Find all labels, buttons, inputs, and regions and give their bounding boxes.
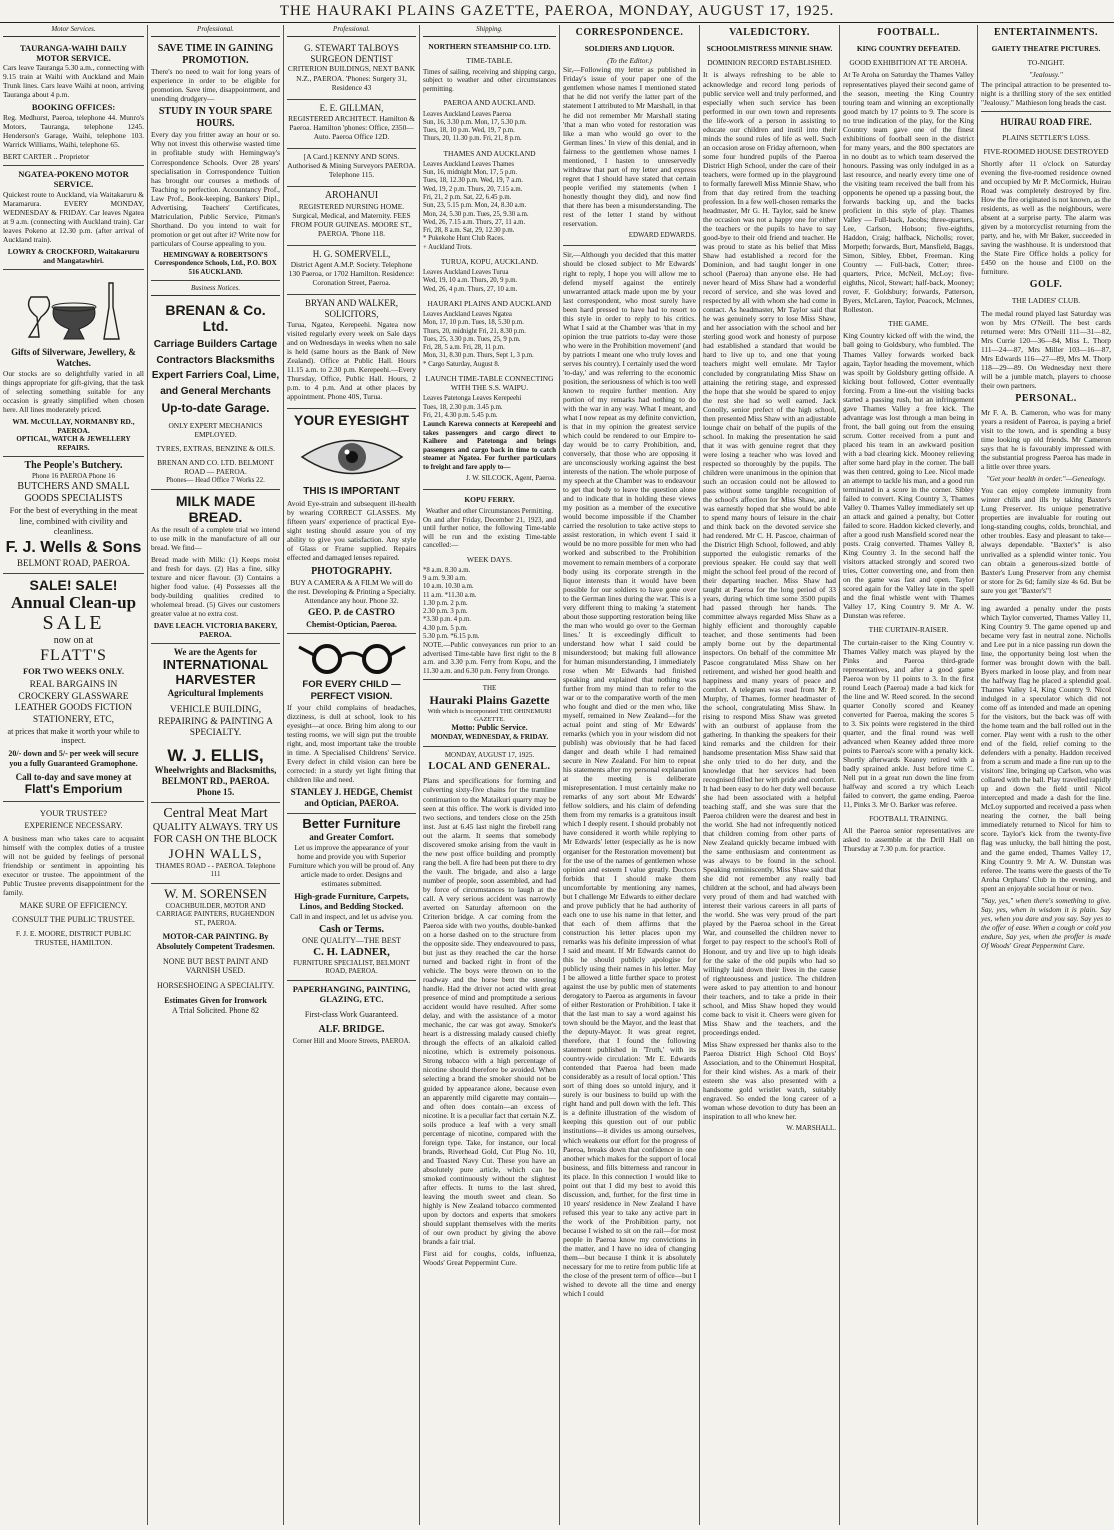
ad-signature: F. J. E. MOORE, DISTRICT PUBLIC TRUSTEE, HAMILTON. [15, 928, 132, 948]
article-title: SCHOOLMISTRESS MINNIE SHAW. [706, 44, 833, 54]
ad-body: at prices that make it worth your while to inspect. [7, 726, 140, 746]
section-personal: PERSONAL. [1015, 392, 1077, 404]
column-head: Shipping. [423, 25, 556, 37]
route-table: Leaves Auckland Leaves Paeroa Sun, 16, 3.30 p.m. Mon, 17, 5.30 p.m. Tues, 18, 10 p.m. Wed, 19, 7 p.m. Thurs, 20, 11.30 p.m. Fri, 21, 8 p.m. [423, 110, 527, 143]
ad-body: Quickest route to Auckland, via Waitakaruru & Maramarura. EVERY MONDAY, WEDNESDAY & FRIDAY. Car leaves Ngatea at 9 a.m. (connecting with Auckland train). Car leaves Pokeno at 12.30 p.m. (after arrival of Auckland train). [3, 189, 144, 244]
letter-title: SOLDIERS AND LIQUOR. [584, 44, 675, 54]
ad-title: G. STEWART TALBOYS SURGEON DENTIST [304, 42, 399, 64]
ad-central-meat-mart [151, 803, 280, 883]
ad-cleanup: Annual Clean-up [10, 592, 137, 612]
article-body: The principal attraction to be presented to-night is a thrilling story of the sex entitled "Jealousy." Mathieson long heads the cast. [981, 79, 1111, 107]
ad-body: There's no need to wait for long years of experience in order to be eligible for promotion. Save time, disappointment, and unending drudgery— [151, 66, 280, 103]
local-tail: First aid for coughs, colds, influenza, Woods' Great Peppermint Cure. [423, 1249, 556, 1268]
ad-services: Carriage Builders Cartage Contractors Blacksmiths Expert Farriers Coal, Lime, and General Merchants [151, 339, 280, 397]
ad-milk-bread [151, 490, 280, 645]
ad-gramophone: 20/- down and 5/- per week will secure you a fully Guaranteed Gramophone. [8, 749, 139, 768]
ad-consult: CONSULT THE PUBLIC TRUSTEE. [12, 915, 135, 925]
ad-emporium: Flatt's Emporium [24, 782, 123, 797]
ad-hedge-optician [287, 634, 416, 813]
ad-list: Bread made with Milk: (1) Keeps moist and fresh for days. (2) Has a fine, silky texture and nicer flavour. (3) Contains a higher food value. (4) Possesses all the body-building qualities credited to wholemeal bread. (5) Gives our customers greater value at no extra cost. [151, 554, 280, 619]
route-title: LAUNCH TIME-TABLE CONNECTING WITH THE S.S. WAIPU. [425, 374, 554, 393]
silverware-illustration [9, 277, 139, 343]
ad-bridge [287, 981, 416, 1049]
article-body: It is always refreshing to be able to acknowledge and record long periods of public service well and truly performed, and especially when such service has been performed in our own town and represents the life-work of a person in assisting to educate our children and instil into their minds the sound rules of life as well. Such an occasion arose on Friday afternoon, when some four hundred pupils of the Paeroa District High School, under the care of their teachers, were formed up in the playground to formally farewell Miss Minnie Shaw, who from that day retired from the teaching profession. In a few well-chosen remarks the headmaster, Mr G. H. Taylor, said he knew the occasion was not a happy one for either the teachers or the pupils to have to say good-bye to their old friend and teacher. He was proud to state as his belief that Miss Shaw had established a record for the Dominion, and had taught longer in one school (Paeroa) than anyone else. He had never heard of Miss Shaw had a wonderful record of service, and she was loved and respected by all with whom she had come in contact. As headmaster, Mr Taylor said that he was genuinely sorry to lose Miss Shaw, and her association with the school and her sterling good work and honesty of purpose had established a standard that would be hard to live up to, and one that young teachers might well emulate. Mr Taylor concluded by congratulating Miss Shaw on attaining the retiring stage, and expressed the hope that she would be spared to enjoy the rest she had so well earned. Jack Conolly, senior prefect of the high school, then presented Miss Shaw with an adjustable lounge chair on behalf of the pupils of the school. In making the presentation he said that it was with genuine regret that they were losing a teacher who was loved and respected so thoroughly by the pupils. The children were unanimous in the opinion that such an occasion could not be allowed to pass without some tangible recognition of the school's affection for Miss Shaw, and it was earnestly hoped that she would be able to spend many hours of leisure in the chair and think back on the devoted service she had rendered. Mr C. H. Pascoe, chairman of the District High School, followed, and ably supported the eulogistic remarks of the previous speaker. He could say that well might the school feel proud of the record of their departing teacher. Miss Shaw had taught at Paeroa for the long period of 33 years, during which time some 3500 pupils had passed through her hands. The committee always regarded Miss Shaw as a highly efficient and thoroughly capable teacher, and those sentiments had been amply borne out by the departmental inspectors. On behalf of the committee Mr Pascoe congratulated Miss Shaw on her retirement, and wished her good health and happiness and many years of peace and comfort. A telegram was read from Mr P. Murphy, of Thames, former headmaster of the school, congratulating Miss Shaw. In rising to respond Miss Shaw was greeted with an outburst of applause from the gathering. In thanking the speakers for their kind remarks and the children for their handsome presentation Miss Shaw said that she only tried to do her duty, and the knowledge that her services had been recognised filled her with pride and comfort. It had been easy to do her duty well because she had been associated with a helpful teaching staff, and she was sure that the Paeroa children were the dearest and best in the world. She had not infrequently noticed that children coming from other parts of New Zealand quickly became imbued with the same enthusiasm and contentment as was always to be found in the school. Speaking reminiscently, Miss Shaw said that she did not remember any really bad children at the school, and had always been very proud of them and had watched with interest their various careers in all parts of the world. She was very proud of the part played by the Paeroa school in the Great War, and counselled the children never to forget to pay respect to the school's Roll of Honour, and try and live up to high ideals for the sake of the old pupils who had so willingly laid down their lives in the cause of righteousness and justice. The children were asked to pay attention to and honour their teachers, and to take a pride in their school, and Miss Shaw hoped they would come back to visit it. Cheers were given for Miss Shaw and the teachers, and the proceedings ended. [703, 70, 837, 1037]
ad-title: H. G. SOMERVELL, [312, 249, 391, 260]
ad-subtitle: THIS IS IMPORTANT [303, 486, 400, 498]
launch-note: Launch Karewa connects at Kerepeehi and takes passengers and cargo direct to Kaihere and Patetonga and brings passengers and cargo back in time to catch steamer at Ngatea. For further particulars to freight and fare apply to— [423, 420, 556, 471]
ad-body: You can enjoy complete immunity from winter chills and ills by taking Baxter's Lung Preserver. Its unique penetrative properties are invaluable for routing out long-standing coughs, colds, bronchial, and other troubles. Easy and pleasant to take—always dependable. "Baxter's" is also unrivalled as a splendid winter tonic. You can obtain a generous-sized bottle of Baxter's Lung Preserver from any chemist or store for 2s 6d; family size 4s 6d. But be sure you get "Baxter's"! [981, 486, 1111, 595]
ad-merchant: F. J. Wells & Sons [5, 539, 142, 557]
article-signature: W. MARSHALL. [786, 1124, 836, 1133]
column-professional-2 [284, 25, 420, 1525]
ad-merchant: ALF. BRIDGE. [318, 1024, 385, 1036]
section-subtitle: TIME-TABLE. [466, 55, 513, 65]
ad-subline: COACHBUILDER, MOTOR AND CARRIAGE PAINTERS, RUGHENDON ST., PAEROA. [156, 901, 275, 927]
ad-now-on: now on at [53, 635, 94, 647]
article-subtitle: FIVE-ROOMED HOUSE DESTROYED [983, 146, 1109, 156]
letter-body: Sir,—Although you decided that this matter should be closed subject to Mr Edwards' right to reply, I hope you will allow me to defend myself against the entirely unwarranted attack made upon me by your last correspondent, who most surely have been hard pressed to have had to resort to this style in order to reply to his critics. What I said at the Chamber was 'that in my opinion the true patriots to-day were those who were in the Prohibition movement' (and by patriots I meant one who truly loves and serves his country). I certainly used the word 'to-day,' and was referring to the economic position, the seriousness of which is too well known to require further mention. Any portion of my remarks had nothing to do with the war in any way. What I meant, and what I now repeat as my definite conviction, is that in my opinion the greatest service which could be rendered to our Empire to-day would be to carry Prohibition, and, conversely, that those who are opposing it are unconsciously working against the best interests of the nation. The whole purpose of my speech at the Chamber was to endeavour to get that body to leave the question alone and to indicate that in holding these views my position as a member of the executive would become impossible if the Chamber carried the resolution to take active steps to assist restoration, in which event I said it would be no more possible for men who had worked and subscribed to the Prohibition movement to remain members of a corporate body using its corporate strength in the liquor interests than it would have been possible for our soldiers to have gone over to the German lines during the war. This is a very different thing to making 'a statement about those supporting restoration being like the man who would go over to the German lines.' It is exceedingly difficult to understand how what I said could be misunderstood; but making full allowance for human misunderstanding, I immediately rose when Mr Edwards had finished speaking and explained that nothing was further from my mind than to refer to the war or to the comparative worth of the men who fought and died or the men who, like myself, remained in New Zealand—for the actual point and sting of Mr Edwards' remarks (which you in your wisdom did not publish) was obviously that he had faced danger and death while I had remained secure in New Zealand. For him to repeat his statements after my personal explanation at the meeting is deliberate misrepresentation. I must certainly make no remarks of any sort about Mr Edwards' fellow soldiers, and his claim of defending them from my remarks is a gratuitous insult which I deeply resent. I should probably not have considered it worth while replying to Mr Edwards' letter (especially as he is now organiser for the Restoration movement) but for the use of the names of gentlemen whose opinion and esteem I value greatly. Doctors forbids that I should make them uncomfortable by mentioning any names, but I challenge Mr Edwards to either declare and prove publicly that he had authority of each one to use his name in that letter, and that each of them affirms that the construction his letter places upon my remarks was his definite impression of what I said and meant. If Mr Edwards cannot do this he should publicly apologise for publicly using their names in his letter. May I be allowed a little further space to protest against the use by public men of statements derogatory to Paeroa as arguments in favour of either Restoration or Prohibition. I take it that the last man to say a word against his town should be the Mayor, and the least that the deputy-Mayor. It was great regret, therefore, that I found the following statement published in 'Truth,' with its country-wide circulation: 'Mr E. Edwards contended that Paeroa had been made considerably as a result of local option.' This sort of thing does so untold injury, and it surely is our business to build up with the right hand and pull down with the left. This is a definite illustration of the wisdom of keeping this question out of our public institutions—it divides us among ourselves, which weakens our effort for the progress of Paeroa, breaks down that confidence in one another which makes for the support of local business, and fills bitterness and rancour in its place. In this connection I would like to point out that I did my best to avoid this discussion, and, further, for the first time in 10 years' residence in New Zealand I have refused this year to take any active part in the work of the Prohibition party, not because I wished to sit on the rail—for most people in Paeroa know my convictions in the matter, and I have no idea of changing them—but because I think it is absolutely necessary for me to retire from public life at the close of the present term of office—but I wished to devote all the time and energy which I could [563, 250, 696, 1299]
article-title: GAIETY THEATRE PICTURES. [991, 44, 1101, 54]
ad-address: BELMONT ROAD, PAEROA. [16, 557, 130, 568]
gazette-with: With which is incorporated THE OHINEMURI GAZETTE. [427, 707, 552, 723]
ad-flatts-sale [3, 574, 144, 802]
ad-painting: MOTOR-CAR PAINTING. By Absolutely Competent Tradesmen. [156, 932, 275, 951]
article-subtitle: GOOD EXHIBITION AT TE AROHA. [849, 58, 968, 68]
ad-hemingway [151, 40, 280, 282]
ad-subtitle: EXPERIENCE NECESSARY. [24, 821, 123, 831]
ad-merchant: BRENAN & Co. Ltd. [165, 301, 266, 335]
kopu-body: On and after Friday, December 21, 1923, and until further notice, the following Time-table will be run and the existing Time-table cancelled:— [423, 515, 556, 550]
timetable-note: Times of sailing, receiving and shipping cargo, subject to weather and other circumstances permitting. [423, 67, 556, 93]
ad-title: MILK MADE BREAD. [175, 492, 256, 525]
ad-varnish: NONE BUT BEST PAINT AND VARNISH USED. [162, 956, 269, 976]
ad-vehicle: VEHICLE BUILDING, REPAIRING & PAINTING A SPECIALTY. [158, 704, 273, 739]
ad-mechanics: ONLY EXPERT MECHANICS EMPLOYED. [168, 420, 263, 439]
gazette-name: Hauraki Plains Gazette [429, 692, 550, 707]
ad-body: Avoid Eye-strain and subsequent ill-health by wearing CORRECT GLASSES. My fifteen years' experience of practical Eye-sight testing should assure you of my ability to give you satisfaction. Any style of Glass or Frame supplied. Repairs effected and damaged lenses repaired. [287, 498, 416, 562]
ad-body: Our stocks are so delightfully varied in all things appropriate for gift-giving, that the task of selecting something suitable for any occasion is greatly simplified when chosen here. All lines moderately priced. [3, 368, 144, 414]
masthead-title: THE HAURAKI PLAINS GAZETTE, PAEROA, MONDAY, AUGUST 17, 1925. [279, 3, 835, 19]
gazette-days: MONDAY, WEDNESDAY, & FRIDAY. [430, 733, 549, 742]
ad-subtitle: STUDY IN YOUR SPARE HOURS. [158, 106, 273, 130]
ad-cash: Cash or Terms. [318, 923, 385, 935]
ad-phone: Phone 16 PAEROA Phone 16 [32, 472, 115, 481]
article-subhead: THE CURTAIN-RAISER. [868, 625, 949, 635]
article-subtitle: TO-NIGHT. [1027, 58, 1065, 68]
ad-body: [A Card.] KENNY AND SONS. Authorised & Mining Surveyors PAEROA. Telephone 115. [287, 151, 416, 179]
route-title: HAURAKI PLAINS AND AUCKLAND [427, 298, 552, 308]
route-title: WEEK DAYS. [466, 554, 513, 564]
ad-bargains: REAL BARGAINS IN CROCKERY GLASSWARE LEATHER GOODS FICTION STATIONERY, ETC, [14, 680, 133, 725]
column-football [840, 25, 978, 1525]
article-body: The medal round played last Saturday was won by Mrs O'Neill. The best cards returned were: Mrs O'Neill 111—31—82, Mrs Currie 120—36—84, Miss L. Thorp 111—24—87, Mrs Miller 103—16—87, Mrs Edwards 116—27—89, Mrs M. Thorp 118—29—89. On Wednesday next there will be a jumble match, players to choose their own partners. [981, 308, 1111, 390]
route-table: Leaves Auckland Leaves Turua Wed, 19, 10 a.m. Thurs, 20, 9 p.m. Wed, 26, 4 p.m. Thurs, 27, 10 a.m. [423, 269, 518, 293]
ad-title: YOUR TRUSTEE? [39, 808, 108, 819]
column-motor-services [0, 25, 148, 1525]
column-professional-business [148, 25, 284, 1525]
article-subhead: FOOTBALL TRAINING. [869, 814, 948, 824]
column-valedictory [700, 25, 840, 1525]
ad-intro: We are the Agents for [173, 647, 258, 658]
gazette-the: THE [482, 684, 497, 693]
gazette-date: MONDAY, AUGUST 17, 1925. [444, 750, 535, 759]
route-title: TURUA, KOPU, AUCKLAND. [440, 256, 539, 266]
article-subhead: THE GAME. [888, 319, 929, 329]
route-table: Leaves Patetonga Leaves Kerepeehi Tues, 18, 2.30 p.m. 3.45 p.m. Fri, 21, 4.30 p.m. 5.45 p.m. [423, 395, 522, 419]
ad-body: Cars leave Tauranga 5.30 a.m., connecting with 9.15 train at Waihi with Auckland and Main Trunk lines. Cars leave Waihi at noon, arriving Tauranga about 4 p.m. [3, 63, 144, 100]
ad-address: THAMES ROAD - - PAEROA. Telephone 111 [155, 861, 276, 879]
ad-address: BRENAN AND CO. LTD. BELMONT ROAD — PAEROA. [157, 458, 274, 477]
ad-body: Reg. Medhurst, Paeroa, telephone 44. Munro's Motors, Tauranga, telephone 1245. Henderson's Garage, Waihi, telephone 103. Warrick Williams, Waihi, telephone 65. [3, 112, 144, 149]
route-title: PAEROA AND AUCKLAND. [443, 98, 536, 108]
ad-title: PAPERHANGING, PAINTING, GLAZING, ETC. [292, 984, 411, 1005]
kopu-note: NOTE.—Public conveyances run prior to an advertised Time-table have first right to the 8 a.m. and 3.30 p.m. Ferry from Kopu, and the 11.30 a.m. and 6.30 p.m. Ferry from Orongo. [423, 641, 556, 675]
ad-specialty: BUTCHERS AND SMALL GOODS SPECIALISTS [17, 480, 130, 504]
article-body: King Country kicked off with the wind, the ball going to Goldsbury, who fumbled. The Thames Valley forwards worked back again, Taylor heading the movement, which was spoilt by Goldsbury getting offside. A kicking bout followed, Cotter eventually forcing. From a line-out the visiting backs started a passing rush, but an infringement gave Thames Valley a free kick. The advantage was lost through a man being in front, the ball going out from the ensuing scrum. Cotter received from a punt and placed his team in an awkward position with a bad clearing kick. Mooney relieving after some hard play in the corner. The ball was then centred, going to Lee. Nicol made an attempt to tackle his man, and a good run terminated in a score in the corner. Sibley failed to convert. King Country 3, Thames Valley 0. Thames Valley immediately set up an attack and gained a penalty, but Cotter failed to score. Haddon kicked cleverly, and after a good rush Mansfield scored near the posts. Craig converted. Thames Valley 8, King Country 3. In the second half the visitors attacked strongly and scored two tries, Cotter converting one, and from then on the game was fast and open. Taylor scored again for the Valley late in the spell and the final whistle went with Thames Valley 17, King Country 9. Mr A. W. Dunstan was referee. [843, 331, 974, 621]
ad-signature: DAVE LEACH. VICTORIA BAKERY, PAEROA. [153, 621, 278, 640]
route-table: *8 a.m. 8.30 a.m. 9 a.m. 9.30 a.m. 10 a.m. 10.30 a.m. 11 a.m. *11.30 a.m. 1.30 p.m. 2 p.m. 2.30 p.m. 3 p.m. *3.30 p.m. 4 p.m. 4.30 p.m. 5 p.m. 5.30 p.m. *6.15 p.m. [423, 566, 480, 641]
ad-sale: SALE! SALE! [29, 576, 118, 593]
ad-proprietor: BERT CARTER .. Proprietor [3, 151, 90, 161]
ad-brand: INTERNATIONAL HARVESTER [162, 657, 269, 688]
ad-title: BRYAN AND WALKER, SOLICITORS, [304, 298, 399, 320]
agent-signature: J. W. SILCOCK, Agent, Paeroa. [465, 474, 556, 483]
article-subtitle: DOMINION RECORD ESTABLISHED. [707, 58, 832, 68]
ad-ngatea-pokeno [3, 166, 144, 270]
ad-body: Every day you fritter away an hour or so. Why not invest this otherwise wasted time in profitable study with Hemingway's Correspondence Schools. Over 28 years' specialisation in Correspondence Tuition has brought our courses a methods of Teaching to perfection. Accountancy Prof., Law Prof., Book-keeping, Bankers' Dipl., Advertising, Teachers' Certificates, Matriculation, Public Service, Pitman's Shorthand. Do you intend to wait for promotion or get out after it? Write now for particulars of Course appealing to you. [151, 130, 280, 248]
ad-merchant: C. H. LADNER, [313, 945, 390, 958]
column-shipping-local [420, 25, 560, 1525]
ad-body: CRITERION BUILDINGS, NEXT BANK N.Z., PAEROA. 'Phones: Surgery 31, Residence 43 [287, 64, 416, 92]
ad-body: As the result of a complete trial we intend to use milk in the manufacture of all our bread. We find— [151, 524, 280, 552]
ad-tyres: TYRES, EXTRAS, BENZINE & OILS. [156, 443, 275, 453]
ad-body: REGISTERED ARCHITECT. Hamilton & Paeroa. Hamilton 'phones: Office, 2350—Auto. Paeroa Office 12D. [288, 113, 415, 141]
eye-illustration [297, 432, 407, 482]
ad-silverware [3, 270, 144, 457]
column-head: Professional. [287, 25, 416, 37]
column-correspondence [560, 25, 700, 1525]
ad-gillman [287, 100, 416, 149]
ad-callin: Call in and inspect, and let us advise you. [290, 911, 413, 921]
ad-arohanui [287, 187, 416, 246]
column-head: Motor Services. [3, 25, 144, 37]
ad-signature: LOWRY & CROCKFORD, Waitakaruru and Mangatawhiri. [7, 246, 140, 265]
ad-title: Gifts of Silverware, Jewellery, & Watches. [11, 346, 136, 368]
section-golf: GOLF. [1029, 279, 1063, 291]
article-title: HUIRAU ROAD FIRE. [1000, 116, 1092, 127]
ad-body: A business man who takes care to acquaint himself with the complex duties of a trustee will not be guided by feelings of personal friendship or sentiment in appointing his executor or trustee. The appointment of the Public Trustee prevents disappointment for the family. [3, 834, 144, 898]
ad-store: FLATT'S [40, 647, 107, 665]
ad-peoples-butchery [3, 457, 144, 574]
ad-quality: QUALITY ALWAYS. TRY US FOR CASH ON THE BLOCK [152, 822, 279, 846]
ad-garage: Up-to-date Garage. [161, 401, 270, 416]
ad-photo-title: PHOTOGRAPHY. [311, 565, 392, 577]
ad-body: REGISTERED NURSING HOME. Surgical, Medical, and Maternity. FEES FROM FOUR GUINEAS. MOORE ST., PAEROA. 'Phone 118. [291, 201, 412, 238]
ad-duration: FOR TWO WEEKS ONLY. [22, 665, 125, 676]
ad-guarantee: First-class Work Guaranteed. [304, 1009, 399, 1019]
article-body: All the Paeroa senior representatives are asked to assemble at the Drill Hall on Thursday at 7.30 p.m. for practice. [843, 826, 974, 854]
article-body: Mr F. A. B. Cameron, who was for many years a resident of Paeroa, is paying a brief visit to the town, and is spending a busy time looking up old friends. Mr Cameron says that he is favourably impressed with the substantial progress Paeroa has made in a little over three years. [981, 408, 1111, 472]
film-title: "Jealousy." [1029, 70, 1063, 80]
ad-international-harvester [151, 644, 280, 803]
ad-merchant: JOHN WALLS, [168, 845, 263, 861]
ad-title: The People's Butchery. [24, 460, 123, 472]
section-title: KOPU FERRY. [464, 494, 515, 504]
ad-kenny [287, 149, 416, 187]
ad-title: Better Furniture [302, 815, 401, 831]
article-body: At Te Aroha on Saturday the Thames Valley representatives played their second game of the season, meeting the King Country touring team and winning an exceptionally good match by 17 points to 9. The score is no true indication of the play, for the King Country team gave one of the finest exhibitions of football seen in the district for many years, and the 800 spectators are in no doubt as to which team deserved the honours. Passing was only indulged in as a last resource, and nearly every time one of the visiting team received the ball from his opponents he opened up a passing bout, the forwards backing up, and the backs proficient in this style of play. Thames Valley — Full-back, Jacobs; three-quarters, Lee, Carlson, Hobson; five-eighths, Haddon, Craig; halfback, Nicholls; rover, Morpeth; forwards, Burt, Mansfield, Baggs, Simon, Sibley, Ebbet, Freeman. King Country — Full-back, Cotter; three-quarters, Price, McNeil, McLoy; five-eighths, Nicol, Stewart; half-back, Mooney; rover, F. Goldsbury; forwards, Patterson, Byers, McLaren, Taylor, Peacock, McInnes, Rolleston. [843, 70, 974, 315]
section-valedictory: VALEDICTORY. [729, 27, 810, 38]
ad-body: District Agent A.M.P. Society. Telephone 130 Paeroa, or 1702 Hamilton. Residence: Coronation Street, Paeroa. [288, 260, 415, 288]
ad-subline: Chemist-Optician, Paeroa. [306, 619, 397, 629]
ad-estimates: Estimates Given for Ironwork [164, 995, 267, 1005]
ad-title: AROHANUI [324, 189, 379, 201]
letter-signature: EDWARD EDWARDS. [628, 230, 696, 239]
ad-horse: HORSESHOEING A SPECIALITY. [157, 981, 274, 991]
masthead [0, 0, 1114, 23]
ad-title: TAURANGA-WAIHI DAILY MOTOR SERVICE. [20, 42, 127, 63]
ad-subtitle: and Greater Comfort. [309, 831, 394, 842]
gazette-motto: Motto: Public Service. [451, 723, 528, 733]
ad-merchant: W. M. SORENSEN [164, 885, 267, 901]
ad-tauranga-waihi [3, 40, 144, 166]
column-subhead: Business Notices. [151, 284, 280, 296]
ad-sale-word: SALE [42, 612, 105, 635]
ad-title: NGATEA-POKENO MOTOR SERVICE. [18, 168, 129, 190]
ad-merchant: GEO. P. de CASTRO [307, 608, 395, 619]
ad-merchant: W. J. ELLIS, [167, 745, 264, 765]
section-correspondence: CORRESPONDENCE. [575, 27, 684, 38]
ad-ladner-furniture [287, 814, 416, 981]
ad-signature: HEMINGWAY & ROBERTSON'S Correspondence Schools, Ltd., P.O. BOX 516 AUCKLAND. [154, 250, 277, 276]
route-title: THAMES AND AUCKLAND [443, 148, 536, 158]
local-body: Plans and specifications for forming and culverting sixty-five chains for the tramline continuation to the Mataikuri quarry may be seen at this office. The work is divided into two sections, and tenders close on the 25th inst. Just at 6.45 last night the firebell rang out the alarm. It seems that somebody discovered smoke arising from the vault in the new post office building and promptly rang the bell. A fire had been put there to dry the vault. The brigade, and also a large number of people, soon assembled, and had by force of circumstances to laugh at the call. A very serious accident was narrowly averted on Saturday afternoon on the Criterion bridge. A car coming from the Paeroa side with two youths, double-banked on a horse dashed on to the structure from the opposite side. They endeavoured to pass, but just as they reached the car the horse turned and backed right in front of the vehicle. The boys were thrown on to the roadway and the horse bent the steering handle. Had the driver not acted with great presence of mind and promptitude a serious accident would have resulted. After some delay, and with the assistance of a motor mechanic, the car was got away. Smoker's heart is a distressing malady caused chiefly through the effects of an alkaloid called nicotine, which is extremely poisonous. Strong tobacco with a high percentage of nicotine should therefore be avoided. When selecting a brand the smoker should not be guided by appearance alone, because even an apparently mild cigarette may contain—and often does contain—an excess of nicotine. It is a peculiar fact that certain N.Z. soils produce a leaf with a very small percentage of nicotine, compared with the foreign type. Take, for instance, our local brands, Riverhead Gold, Cut Plug No. 10, and Toasted Navy Cut. These you have an absolutely pure article, which can be smoked continuously without the slightest after effects. It turns to the last shred, leaving the mouth sweet and clean. So highly is New Zealand tobacco commented upon by doctors and experts that smokers should supplant themselves with the merits of our own product by giving the above brands a fair trial. [423, 776, 556, 1247]
column-head: Professional. [151, 25, 280, 37]
ad-verse: "Say, yes," when there's something to give. Say, yes, when in wisdom it is plain. Say yes, when you dare and you say. Say yes to the offer of ease. When a cough or cold you endure, Say yes, when the proffer is made Of Woods' Great Peppermint Cure. [981, 895, 1111, 950]
ad-merchant: WM. McCULLAY, NORMANBY RD., PAEROA. [12, 416, 135, 435]
spectacles-illustration [297, 641, 407, 675]
route-table: Leaves Auckland Leaves Thames Sun, 16, midnight Mon, 17, 5 p.m. Tues, 18, 12.30 p.m. Wed, 19, 7 a.m. Wed, 19, 2 p.m. Thurs, 20, 7.15 a.m. Fri, 21, 2 p.m. Sat, 22, 6.45 p.m. Sun, 23, 5.15 p.m. Mon, 24, 8.30 a.m. Mon, 24, 5.30 p.m. Tues, 25, 9.30 a.m. Wed, 26, 7.15 a.m. Thurs, 27, 11 a.m. Fri, 28, 8 a.m. Sat, 29, 12.30 p.m. * Pukekohe Hunt Club Races. + Auckland Trots. [423, 160, 529, 251]
ad-brenan [151, 299, 280, 490]
section-entertainments: ENTERTAINMENTS. [994, 27, 1098, 38]
ad-subtitle: BOOKING OFFICES: [31, 102, 116, 113]
ad-address: FURNITURE SPECIALIST, BELMONT ROAD, PAEROA. [293, 958, 410, 976]
ad-efficiency: MAKE SURE OF EFFICIENCY. [19, 901, 128, 911]
article-title: KING COUNTRY DEFEATED. [856, 44, 961, 54]
section-title: NORTHERN STEAMSHIP CO. LTD. [428, 41, 551, 51]
ad-stocked: High-grade Furniture, Carpets, Linos, and Bedding Stocked. [294, 890, 409, 912]
ad-quote: "Get your health in order."—Genealogy. [986, 474, 1106, 484]
ad-public-trustee [3, 802, 144, 951]
ad-subline: OPTICAL, WATCH & JEWELLERY REPAIRS. [16, 435, 131, 452]
ad-body: Let us improve the appearance of your home and provide you with Superior Furniture which you will be proud of. Any article made to order. Designs and estimates submitted. [288, 842, 415, 888]
ad-title: FOR EVERY CHILD —PERFECT VISION. [302, 679, 401, 702]
ad-address: Corner Hill and Moore Streets, PAEROA. [292, 1036, 411, 1045]
article-body: The curtain-raiser to the King Country v. Thames Valley match was played by the Pinks and Paeroa third-grade representatives, and after a good game Paeroa won by 11 points to 3. In the first round Leach (Paeroa) made a bad kick for the line and W. Reed scored. In the second quarter Conolly scored and Keaney converted for Paeroa, making the scores 5 to 3. Six points were registered in the third quarter, and the final round was well advanced when Keaney added three more points to Paeroa's score with a penalty kick. Shortly afterwards Keaney retired with a badly sprained ankle. Just before time C. Nell put in a great run down the line from halfway and scored a try which Leach failed to convert, the game ending, Paeroa 11, Pinks 3. Mr O. Barker was referee. [843, 637, 974, 810]
ad-onequality: ONE QUALITY—THE BEST [301, 935, 402, 945]
ad-title: E. E. GILLMAN, [319, 102, 384, 113]
letter-body: Sir,—Following my letter as published in Friday's issue of your paper one of the gentlemen whose names I mentioned stated that he did not verify the latter part of the statement I attributed to Mr Marshall, in that he did not remember Mr Marshall stating 'that a man who voted for restoration was like a man who would go over to the German lines.' In view of this denial, and in fairness to the gentlemen whose names I mentioned, I hasten to unreservedly withdraw that part of my letter and express regret that I should have stated that certain people verified my statements (when I honestly thought they did), and now find that there has been a misunderstanding. The rest of the letter I stand by without reservation. [563, 65, 696, 228]
column-entertainments [978, 25, 1114, 1525]
ad-body: Turua, Ngatea, Kerepeehi. Ngatea now visited regularly every week on Sale days and on Wednesdays in weeks when no sale is held (same hours as the Bank of New Zealand). Office at Public Hall. Hours 11.15 a.m. to 2.30 p.m. Kerepeehi.—Every Thursday, Office, Public Hall. Hours, 2 p.m. to 4 p.m. And at other places by appointment. Phone 40S, Turua. [287, 320, 416, 402]
ad-somervell [287, 246, 416, 295]
ad-phones: Phones— Head Office 7 Works 22. [166, 476, 265, 485]
section-football: FOOTBALL. [877, 27, 940, 38]
article-subtitle: THE LADIES' CLUB. [1011, 296, 1081, 306]
ad-bryan-walker [287, 295, 416, 409]
article-subtitle: PLAINS SETTLER'S LOSS. [1002, 132, 1090, 142]
section-subtitle: Weather and other Circumstances Permitting. [425, 506, 554, 515]
ad-body: For the best of everything in the meat line, combined with civility and cleanliness. [9, 505, 138, 536]
ad-talboys [287, 40, 416, 100]
ad-sorensen [151, 884, 280, 1020]
article-body: Miss Shaw expressed her thanks also to the Paeroa District High School Old Boys' Association, and to the Ohinemuri Hospital, for their kind wishes. As a mark of their esteem she was also presented with a handsome gold wristlet watch, suitably engraved. So ended the long career of a woman whose devotion to duty has been an inspiration to all who knew her. [703, 1039, 836, 1122]
ad-title: Central Meat Mart [163, 806, 268, 822]
ad-body: If your child complains of headaches, dizziness, is dull at school, look to his eyesight—at once. Bring him along to our testing rooms, we will sign put the trouble right, and, most important take the trouble in time. A Specialised Childrens' Service. Every defect in child vision can here be corrected: in a sturdy yet light fitting that children like and need. [287, 702, 416, 784]
ad-eyesight [287, 409, 416, 634]
article-body: ing awarded a penalty under the posts which Taylor converted, Thames Valley 11, King Country 9. The game opened up and became very fast in neutral zone. Nicholls and Lee put in a nice passing run down the line, the opportunity being lost when the former was brought down with the ball. Byers marked in loose play, and from near the halfway flag he placed a splendid goal. Thames Valley 14, King Country 9. Nicol indulged in a speculator which did not come off as intended and made an opening for the visitors, but the back was off with the home team and the ball rolled out in the corner. Play went with a rush to the other end of the field, relief coming to the defenders with a penalty. Haddon received from a scrum and made a fine run up to the visitors' line, bringing up Carlson, who was collared with the ball. Play travelled rapidly up and down the field until Nicol intercepted and made a dash for the line. McLoy supported and received a pass when nearing the corner, the ball being immediately returned to Nicol for him to score. Taylor's kick from the twenty-five flag was unlucky, the ball hitting the post, and the game ended, Thames Valley 17, King Country 9. Mr A. W. Dunstan was referee. The teams were the guests of the Te Aroha Orphans' Club in the evening, and spent an enjoyable social hour or two. [981, 603, 1111, 893]
ad-title: YOUR EYESIGHT [293, 412, 410, 429]
ad-call: Call to-day and save money at [15, 771, 132, 782]
letter-to: (To the Editor.) [607, 56, 652, 66]
ad-address: Wheelwrights and Blacksmiths, BELMONT RD., PAEROA. Phone 15. [154, 765, 277, 798]
ad-merchant: STANLEY J. HEDGE, Chemist and Optician, PAEROA. [290, 786, 413, 808]
ad-subline: Agricultural Implements [167, 688, 264, 699]
section-local-general: LOCAL AND GENERAL. [428, 761, 551, 773]
ad-body: BUY A CAMERA & A FILM We will do the rest. Developing & Printing a Specialty. Attendance any hour. Phone 32. [287, 578, 416, 606]
route-table: Leaves Auckland Leaves Ngatea Mon, 17, 10 p.m. Tues, 18, 5.30 p.m. Thurs, 20, midnight Fri, 21, 8.30 p.m. Tues, 25, 3.30 p.m. Tues, 25, 9 p.m. Fri, 28, 5 a.m. Fri, 28, 11 p.m. Mon, 31, 8.30 p.m. Thurs, Sept 1, 3 p.m. * Cargo Saturday, August 8. [423, 311, 534, 368]
ad-title: SAVE TIME IN GAINING PROMOTION. [157, 42, 274, 66]
article-body: Shortly after 11 o'clock on Saturday evening the five-roomed residence owned and occupied by Mr P. McCormick, Huirau Road was completely destroyed by fire. How the fire originated is not known, as the residents, as well as the neighbours, were absent at a surprise party. The alarm was given by a motorcyclist returning from the party, and he, with Mr Baker, succeeded in saving the washhouse. It is understood that the State Fire Office holds a policy for £450 on the house and £100 on the furniture. [981, 158, 1111, 277]
ad-trial: A Trial Solicited. Phone 82 [172, 1005, 259, 1015]
